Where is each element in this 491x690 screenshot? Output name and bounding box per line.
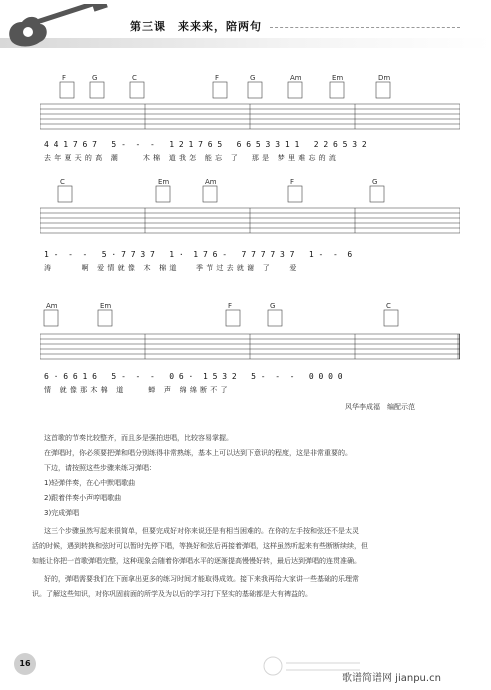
tablature-staff-3 — [40, 332, 460, 364]
chord-label: Em — [332, 74, 344, 82]
chord-diagrams-1 — [0, 80, 491, 102]
tablature-staff-1 — [40, 102, 460, 134]
page-number: 16 — [14, 653, 36, 675]
paragraph: 这首歌的节奏比较整齐，而且多是强拍进唱，比较容易掌握。 — [44, 434, 233, 442]
lyrics-line-2: 涛 啊 爱 情 就 像 木 棉 道 季 节 过 去 就 谢 了 爱 — [44, 264, 297, 272]
music-system-2 — [0, 170, 491, 280]
chord-label: F — [215, 74, 220, 82]
chord-diagrams-2 — [0, 184, 491, 206]
jianpu-notes-1: 4 4 1 7 6 7 5 - - - 1 2 1 7 6 5 6 6 5 3 3 1 1 2 2 6 5 3 2 — [44, 140, 367, 149]
jianpu-notes-2: 1 - - - 5 · 7 7 3 7 1 · 1 7 6 - 7 7 7 7 3 7 1 - - 6 — [44, 250, 353, 259]
tablature-staff-2 — [40, 206, 460, 238]
site-watermark: 歌谱简谱网 jianpu.cn — [342, 673, 441, 684]
list-item: 1)轻弹伴奏，在心中默唱歌曲 — [44, 479, 136, 487]
chord-label: C — [386, 302, 391, 310]
chord-label: F — [62, 74, 67, 82]
paragraph: 好的，弹唱需要我们在下面拿出更多的练习时间才能取得成效。接下来我再给大家讲一些基础的乐理常 — [44, 575, 359, 583]
chord-label: G — [270, 302, 276, 310]
paragraph: 在弹唱时，你必须要把弹和唱分别练得非常熟练，基本上可以达到下意识的程度，这是非常重要的。 — [44, 449, 352, 457]
chord-label: Am — [205, 178, 217, 186]
paragraph: 如能让你把一首歌弹唱完整，这种现象会随着你弹唱水平的逐渐提高慢慢好转，最后达到弹唱的连贯准确。 — [32, 557, 361, 565]
list-item: 2)跟着伴奏小声哼唱歌曲 — [44, 494, 122, 502]
header-dashed-rule — [270, 27, 460, 28]
paragraph: 这三个步骤虽然写起来很简单，但要完成好对你来说还是有相当困难的。在你的左手按和弦还不是太灵 — [44, 527, 359, 535]
chord-label: Am — [46, 302, 58, 310]
guitar-icon — [4, 4, 114, 48]
paragraph: 识。了解这些知识，对你巩固前面的所学及为以后的学习打下坚实的基础都是大有裨益的。 — [32, 590, 312, 598]
chord-label: Dm — [378, 74, 391, 82]
jianpu-notes-3: 6 · 6 6 1 6 5 - - - 0 6 · 1 5 3 2 5 - - - 0 0 0 0 — [44, 372, 343, 381]
chord-label: Em — [158, 178, 170, 186]
chord-label: C — [132, 74, 137, 82]
chord-label: F — [228, 302, 233, 310]
arranger-credit: 风华李成福 编配示范 — [345, 403, 415, 411]
chord-label: G — [372, 178, 378, 186]
paragraph: 下边，请按照这些步骤来练习弹唱： — [44, 464, 156, 472]
paragraph: 活的时候，遇到转换和弦时可以暂时先停下唱，等换好和弦后再接着弹唱，这样虽然听起来有些断断续续，但 — [32, 542, 368, 550]
lyrics-line-1: 去 年 夏 天 的 高 潮 木 棉 道 我 怎 能 忘 了 那 是 梦 里 难 忘 的 流 — [44, 154, 337, 162]
lesson-title: 第三课 来来来，陪两句 — [130, 20, 262, 33]
list-item: 3)完成弹唱 — [44, 509, 80, 517]
lyrics-line-3: 情 就 像 那 木 棉 道 蝉 声 绵 绵 断 不 了 — [44, 386, 229, 394]
chord-label: G — [92, 74, 98, 82]
chord-diagrams-3 — [0, 308, 491, 330]
music-system-1 — [0, 60, 491, 170]
chord-label: F — [290, 178, 295, 186]
music-system-3 — [0, 290, 491, 400]
page-header — [0, 0, 491, 58]
chord-label: C — [60, 178, 65, 186]
chord-label: G — [250, 74, 256, 82]
chord-label: Em — [100, 302, 112, 310]
chord-label: Am — [290, 74, 302, 82]
